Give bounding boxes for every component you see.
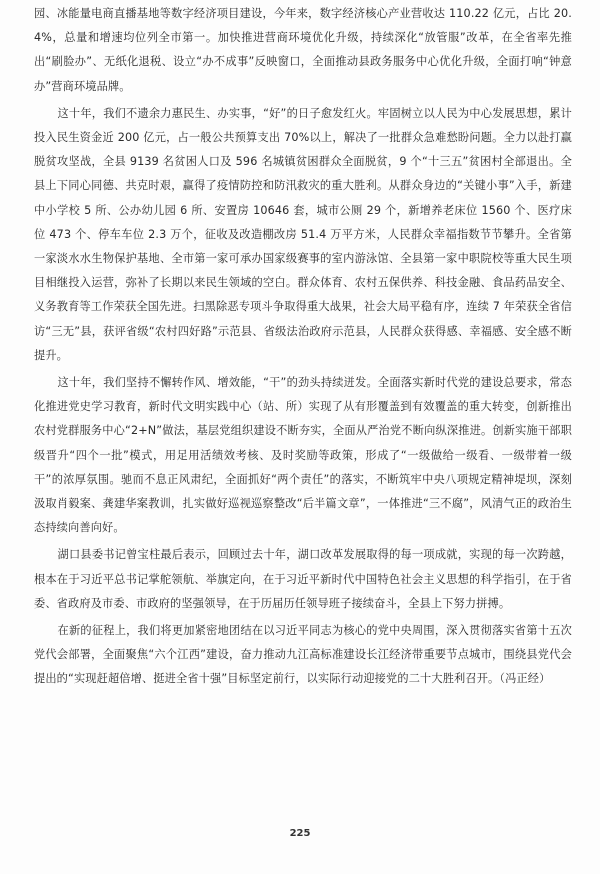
page-number: 225 bbox=[289, 828, 311, 839]
body-text bbox=[34, 2, 572, 695]
paragraph-4: 湖口县委书记曾宝柱最后表示，回顾过去十年，湖口改革发展取得的每一项成就，实现的每一次跨越，根本在于习近平总书记掌舵领航、举旗定向，在于习近平新时代中国特色社会主义思想的科学指引，在于省委、省政府及市委、市政府的坚强领导，在于历届历任领导班子接续奋斗，全县上下努力拼搏。 bbox=[34, 548, 572, 610]
paragraph-2: 这十年，我们不遗余力惠民生、办实事，“好”的日子愈发红火。牢固树立以人民为中心发展思想，累计投入民生资金近 200 亿元，占一般公共预算支出 70%以上，解决了一批群众急难愁盼问题。全力以赴打赢脱贫攻坚战，全县 9139 名贫困人口及 596 名城镇贫困群众全面脱贫，9 个“十三五”贫困村全部退出。全县上下同心同德、共克时艰，赢得了疫情防控和防汛救灾的重大胜利。从群众身边的“关键小事”入手，新建中小学校 5 所、公办幼儿园 6 所、安置房 10646 套，城市公厕 29 个，新增养老床位 1560 个、医疗床位 473 个、停车车位 2.3 万个，征收及改造棚改房 51.4 万平方米，人民群众幸福指数节节攀升。全省第一家淡水水生物保护基地、全市第一家可承办国家级赛事的室内游泳馆、全县第一家中职院校等重大民生项目相继投入运营，弥补了长期以来民生领域的空白。群众体育、农村五保供养、科技金融、食品药品安全、义务教育等工作荣获全国先进。扫黑除恶专项斗争取得重大战果，社会大局平稳有序，连续 7 年荣获全省信访“三无”县，获评省级“农村四好路”示范县、省级法治政府示范县，人民群众获得感、幸福感、安全感不断提升。 bbox=[34, 106, 572, 362]
paragraph-5: 在新的征程上，我们将更加紧密地团结在以习近平同志为核心的党中央周围，深入贯彻落实省第十五次党代会部署，全面聚焦“六个江西”建设，奋力推动九江高标准建设长江经济带重要节点城市，围绕县党代会提出的“实现赶超倍增、挺进全省十强”目标坚定前行，以实际行动迎接党的二十大胜利召开。（冯正经） bbox=[34, 624, 572, 686]
paragraph-3: 这十年，我们坚持不懈转作风、增效能，“干”的劲头持续迸发。全面落实新时代党的建设总要求，常态化推进党史学习教育，新时代文明实践中心（站、所）实现了从有形覆盖到有效覆盖的重大转变，创新推出农村党群服务中心“2+N”做法，基层党组织建设不断夯实，全面从严治党不断向纵深推进。创新实施干部职级晋升“四个一批”模式，用足用活绩效考核、及时奖励等政策，形成了“一级做给一级看、一级带着一级干”的浓厚氛围。驰而不息正风肃纪，全面抓好“两个责任”的落实，不断筑牢中央八项规定精神堤坝，深刻汲取肖毅案、龚建华案教训，扎实做好巡视巡察整改“后半篇文章”，一体推进“三不腐”，风清气正的政治生态持续向善向好。 bbox=[34, 376, 572, 535]
paragraph-1: 园、冰能量电商直播基地等数字经济项目建设，今年来，数字经济核心产业营收达 110.22 亿元，占比 20.4%，总量和增速均位列全市第一。加快推进营商环境优化升级，持续深化“放管服”改革，在全省率先推出“刷脸办”、无纸化退税、设立“办不成事”反映窗口，全面推动县政务服务中心优化升级，全面打响“钟意办”营商环境品牌。 bbox=[34, 7, 572, 93]
